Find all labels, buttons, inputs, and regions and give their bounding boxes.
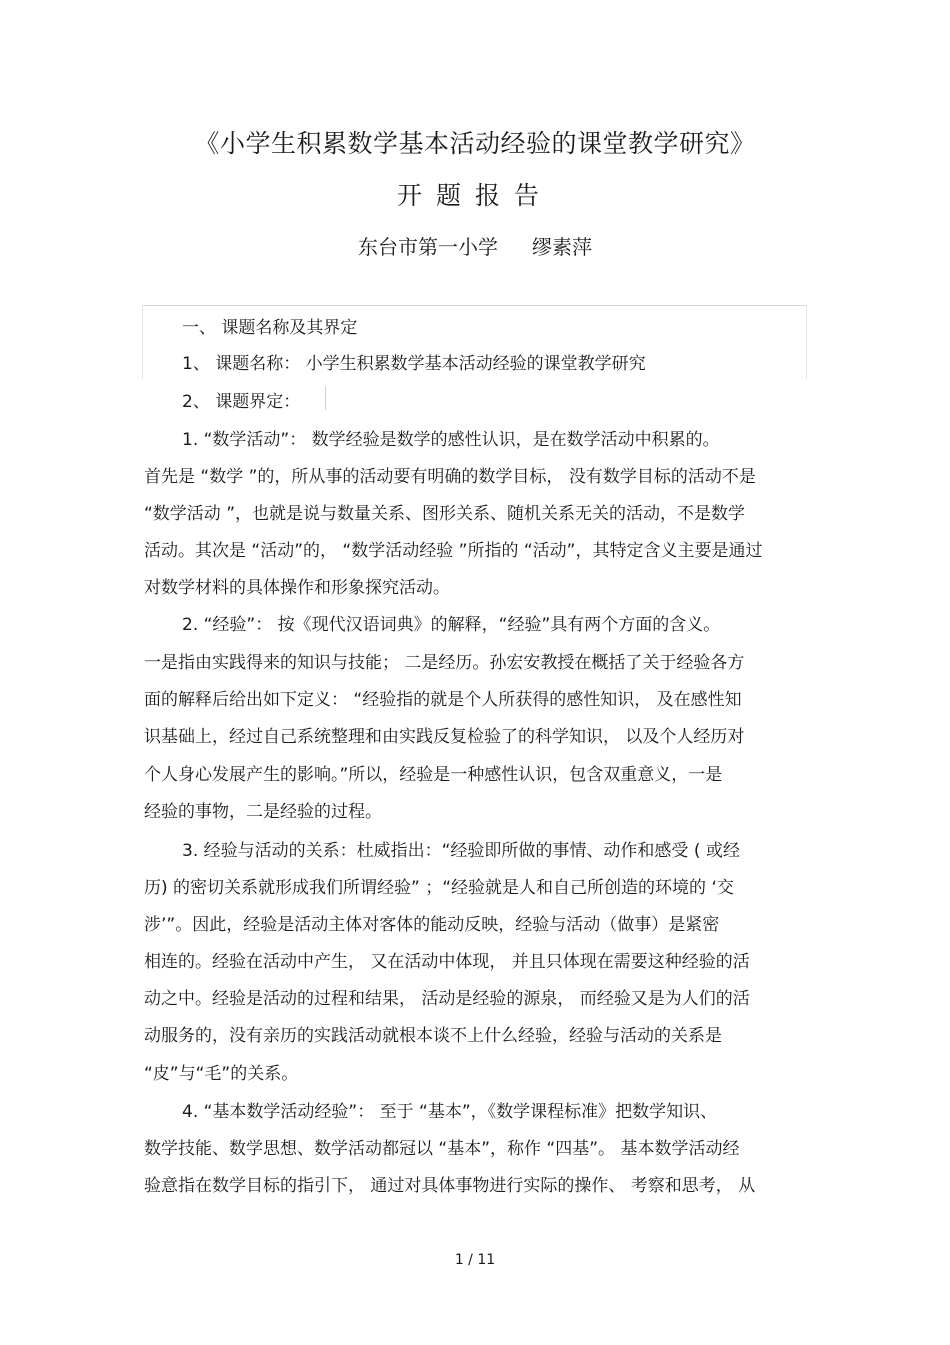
author-line: [0, 231, 950, 260]
paragraph-line: 1. “数学活动”： 数学经验是数学的感性认识，是在数学活动中积累的。: [182, 430, 720, 450]
paragraph-line: 一是指由实践得来的知识与技能； 二是经历。孙宏安教授在概括了关于经验各方: [144, 653, 745, 673]
frame-border-right: [806, 305, 807, 379]
paragraph-line: 涉’”。因此，经验是活动主体对客体的能动反映，经验与活动（做事）是紧密: [144, 915, 720, 935]
paragraph-line: 数学技能、数学思想、数学活动都冠以 “基本”，称作 “四基”。 基本数学活动经: [144, 1139, 740, 1159]
paragraph-line: “数学活动 ”，也就是说与数量关系、图形关系、随机关系无关的活动，不是数学: [144, 504, 746, 524]
paragraph-line: 历) 的密切关系就形成我们所谓经验” ；“经验就是人和自己所创造的环境的 ‘交: [144, 878, 734, 898]
paragraph-line: 活动。其次是 “活动”的， “数学活动经验 ”所指的 “活动”，其特定含义主要是通过: [144, 541, 763, 561]
paragraph-line: 面的解释后给出如下定义： “经验指的就是个人所获得的感性知识， 及在感性知: [144, 690, 742, 710]
frame-border-top: [142, 305, 807, 306]
paragraph-line: 经验的事物，二是经验的过程。: [144, 802, 382, 822]
paragraph-line: 1、 课题名称： 小学生积累数学基本活动经验的课堂教学研究: [182, 354, 646, 374]
paragraph-line: 2、 课题界定：: [182, 392, 301, 412]
paragraph-line: 动服务的，没有亲历的实践活动就根本谈不上什么经验，经验与活动的关系是: [144, 1026, 722, 1046]
document-subtitle: 开题报告: [396, 181, 553, 210]
page-number: 1 / 11: [454, 1252, 496, 1268]
frame-border-left: [142, 305, 143, 379]
paragraph-line: 4. “基本数学活动经验”： 至于 “基本”，《数学课程标准》把数学知识、: [182, 1102, 718, 1122]
paragraph-line: 相连的。经验在活动中产生， 又在活动中体现， 并且只体现在需要这种经验的活: [144, 952, 750, 972]
paragraph-line: 3. 经验与活动的关系：杜威指出：“经验即所做的事情、动作和感受 ( 或经: [182, 841, 740, 861]
paragraph-line: 动之中。经验是活动的过程和结果， 活动是经验的源泉， 而经验又是为人们的活: [144, 989, 750, 1009]
document-title: 《小学生积累数学基本活动经验的课堂教学研究》: [194, 129, 756, 158]
paragraph-line: 验意指在数学目标的指引下， 通过对具体事物进行实际的操作、 考察和思考， 从: [144, 1176, 756, 1196]
paragraph-line: 2. “经验”： 按《现代汉语词典》的解释，“经验”具有两个方面的含义。: [182, 615, 721, 635]
paragraph-line: 识基础上，经过自己系统整理和由实践反复检验了的科学知识， 以及个人经历对: [144, 727, 745, 747]
school-name: 东台市第一小学: [358, 235, 498, 259]
paragraph-line: 个人身心发展产生的影响。”所以，经验是一种感性认识，包含双重意义，一是: [144, 765, 723, 785]
paragraph-line: “皮”与“毛”的关系。: [144, 1064, 299, 1084]
author-name: 缪素萍: [532, 235, 592, 259]
paragraph-line: 首先是 “数学 ”的，所从事的活动要有明确的数学目标， 没有数学目标的活动不是: [144, 467, 756, 487]
section-heading: 一、 课题名称及其界定: [182, 318, 358, 338]
frame-border-tick: [325, 386, 326, 410]
paragraph-line: 对数学材料的具体操作和形象探究活动。: [144, 578, 450, 598]
